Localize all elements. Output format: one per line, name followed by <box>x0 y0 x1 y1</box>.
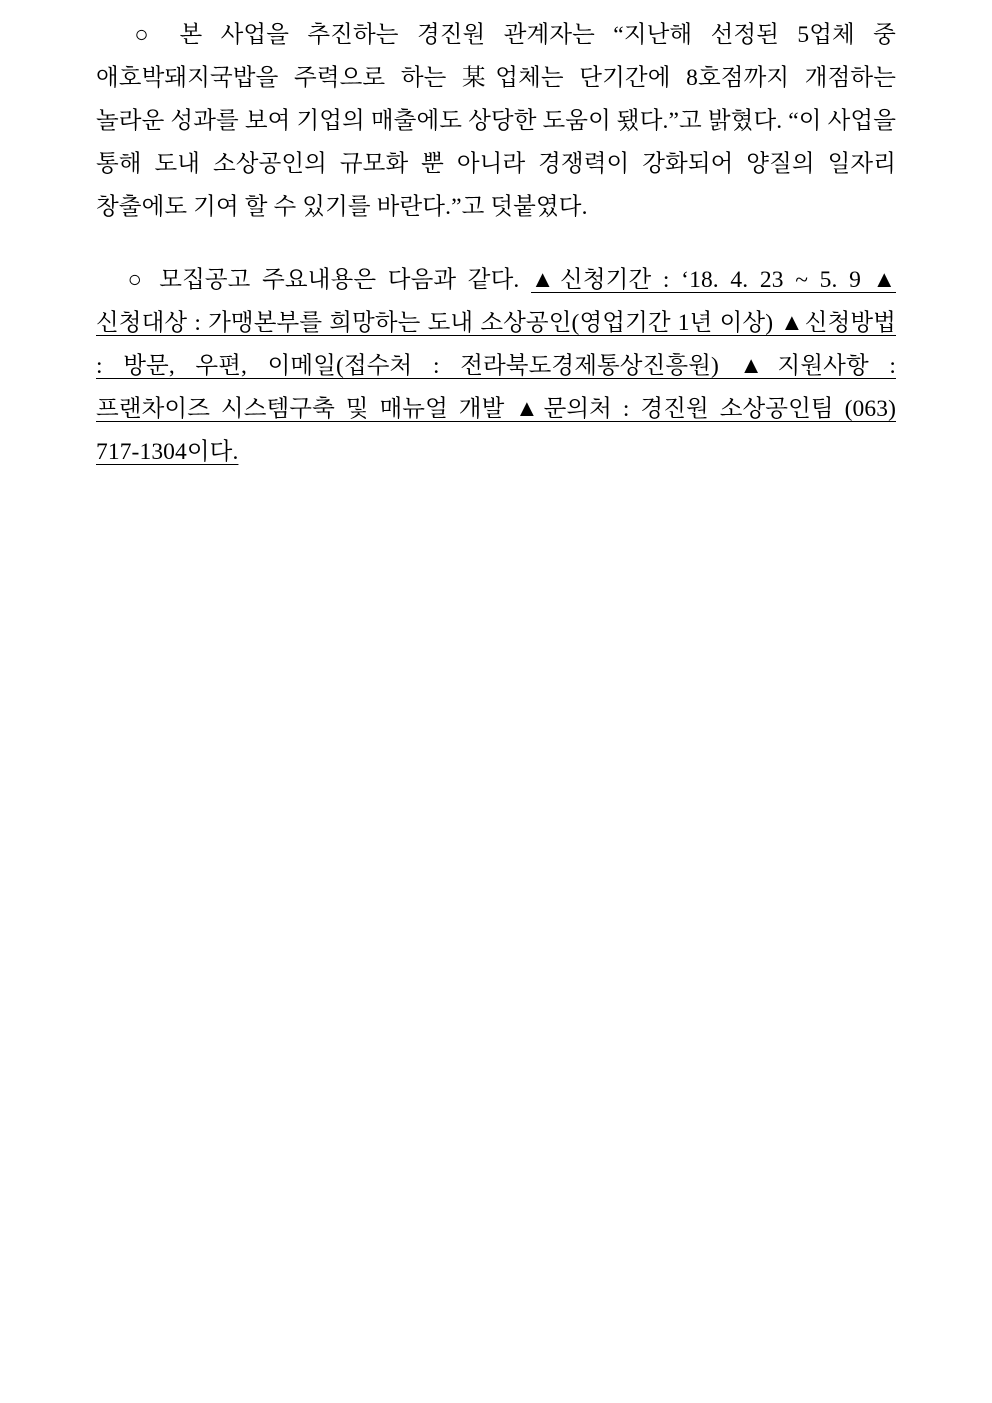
paragraph-2-lead: ○ 모집공고 주요내용은 다음과 같다. <box>122 267 532 293</box>
paragraph-2 <box>96 259 896 474</box>
paragraph-2-underlined-text: ▲신청기간 : ‘18. 4. 23 ~ 5. 9 ▲신청대상 : 가맹본부를 희망하는 도내 소상공인(영업기간 1년 이상) ▲신청방법 : 방문, 우편, 이메일(접수처 : 전라북도경제통상진흥원) ▲지원사항 : 프랜차이즈 시스템구축 및 매뉴얼 개발 ▲문의처 : 경진원 소상공인팀 (063) 717-1304이다. <box>96 267 896 465</box>
paragraph-1-text: ○ 본 사업을 추진하는 경진원 관계자는 “지난해 선정된 5업체 중 애호박돼지국밥을 주력으로 하는 某업체는 단기간에 8호점까지 개점하는 놀라운 성과를 보여 기업의 매출에도 상당한 도움이 됐다.”고 밝혔다. “이 사업을 통해 도내 소상공인의 규모화 뿐 아니라 경쟁력이 강화되어 양질의 일자리 창출에도 기여 할 수 있기를 바란다.”고 덧붙였다. <box>96 22 896 220</box>
paragraph-1 <box>96 14 896 229</box>
